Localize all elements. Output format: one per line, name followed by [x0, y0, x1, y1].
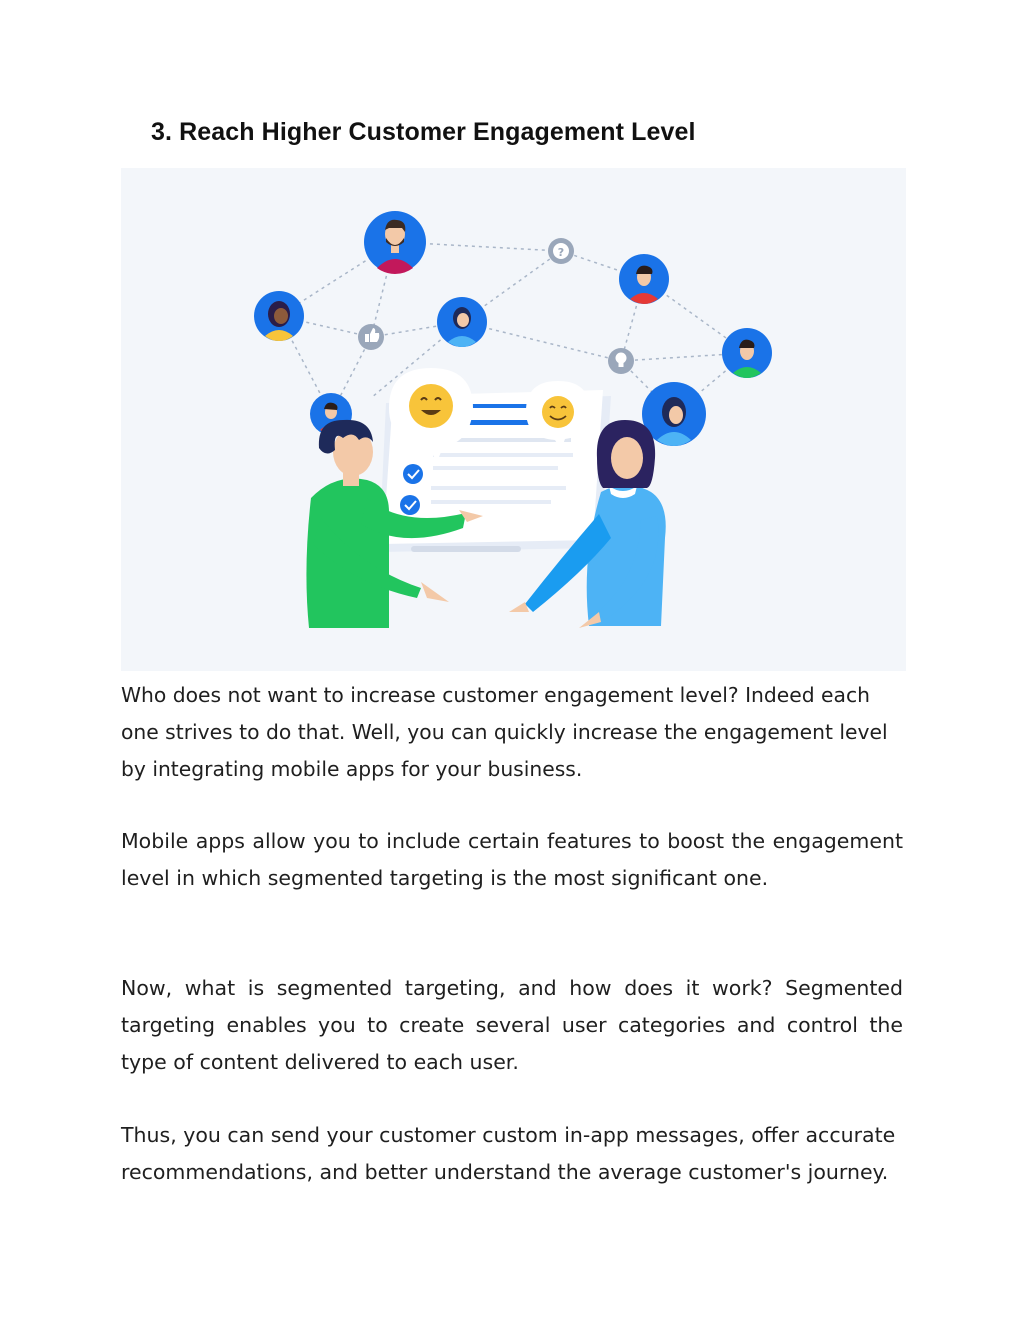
section-heading: 3. Reach Higher Customer Engagement Level: [151, 118, 696, 146]
paragraph-in-app-messages: Thus, you can send your customer custom in-app messages, offer accurate recommendations, and better understand the average customer's journey.: [121, 1123, 896, 1184]
svg-text:?: ?: [557, 246, 565, 259]
question-node-icon: [548, 238, 574, 264]
paragraph-engagement-intro: Who does not want to increase customer engagement level? Indeed each one strives to do that. Well, you can quickly increase the engagement level by integrating mobile apps for your business.: [121, 683, 888, 781]
paragraph-segmented-targeting: Now, what is segmented targeting, and how does it work? Segmented targeting enables you to create several user categories and control the type of content delivered to each user.: [121, 976, 903, 1074]
lightbulb-node-icon: [608, 348, 634, 374]
avatar-woman-blue: [437, 297, 487, 347]
avatar-man-red: [619, 254, 669, 304]
avatar-man-green: [722, 328, 772, 378]
customer-engagement-illustration: [121, 168, 906, 671]
thumbs-up-node-icon: [358, 324, 384, 350]
avatar-man-beard: [364, 211, 426, 274]
avatar-woman-dark: [254, 291, 304, 341]
paragraph-mobile-features: Mobile apps allow you to include certain features to boost the engagement level in which segmented targeting is the most significant one.: [121, 829, 903, 890]
